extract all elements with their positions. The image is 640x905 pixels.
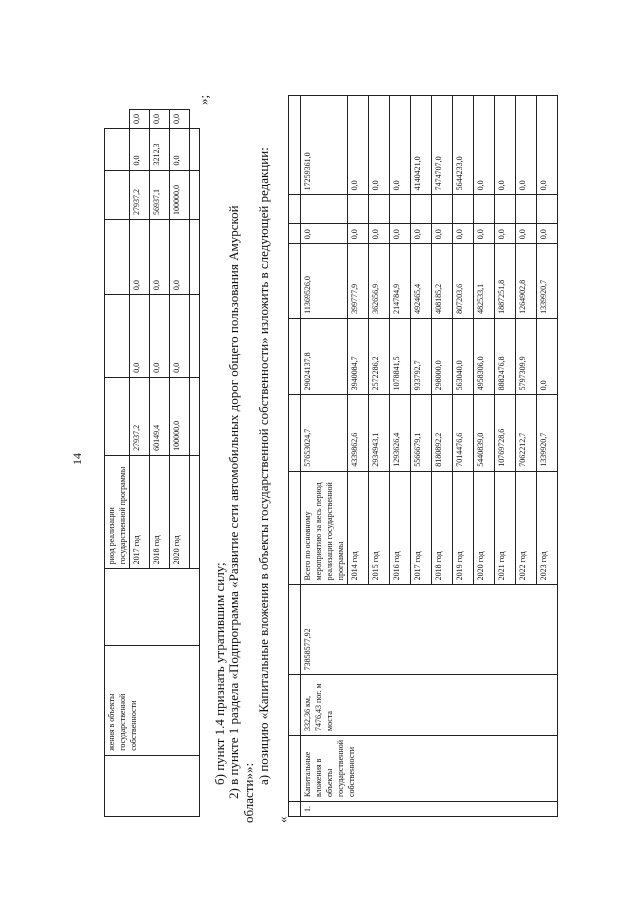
table-row: 2014 год 4339862,6 3940084,7 399777,9 0,0 0,0 [348,96,369,817]
object-name-cell: жения в объекты государственной собственности [105,645,200,755]
page-number: 14 [70,453,84,465]
blank-cell [105,569,200,646]
table-row: 2015 год 2934943,1 2572286,2 362656,9 0,0 0,0 [369,96,390,817]
paragraph-2a: 2) в пункте 1 раздела «Подпрограмма «Развитие сети автомобильных дорог общего пользования Амурской [226,205,241,799]
opening-quote: « [275,816,290,823]
capital-investments-table [288,95,558,817]
blank-cell [105,377,130,455]
blank-cell [105,170,130,219]
table-row: 2021 год 10769728,6 8882476,8 1887251,8 0,0 0,0 [495,96,516,817]
table-row: 2017 год 27937,2 0,0 0,0 27937,2 0,0 0,0 [130,110,150,817]
paragraph-2b: области»»: [241,762,256,823]
table-row: 2018 год 60149,4 0,0 0,0 56937,1 3212,3 0,0 [150,110,170,817]
blank-cell [105,755,200,816]
table-row: 1. Капитальные вложения в объекты государственной собственности 332,36 км, 7476,43 пог. м моста 73858577,92 Всего по основному мероприятию за весь период реализации государственной программы 57653024,7 29024137,8 11369526,0 0,0 17259361,0 [301,96,348,817]
table-row: 2016 год 1293626,4 1078841,5 214784,9 0,0 0,0 [390,96,411,817]
continued-table [104,109,200,817]
table-row: 2018 год 8180892,2 298000,0 408185,2 0,0 7474707,0 [432,96,453,817]
closing-quote: »; [196,94,211,105]
total-label-cell: Всего по основному мероприятию за весь период реализации государственной программы [301,471,348,585]
table-row: 2020 год 100000,0 0,0 0,0 100000,0 0,0 0,0 [170,110,190,817]
table-row: 2020 год 5440839,0 4958306,0 482533,1 0,0 0,0 [474,96,495,817]
table-row: 2019 год 7014476,6 563040,0 807203,6 0,0 5644233,0 [453,96,474,817]
table-row: 2017 год 5566679,1 933792,7 492465,4 0,0 4140421,0 [411,96,432,817]
paragraph-1: б) пункт 1.4 признать утратившим силу; [212,562,227,785]
capacity-cell: 332,36 км, 7476,43 пог. м моста [301,675,558,736]
table-row: 2022 год 7062212,7 5797309,9 1264902,8 0,0 0,0 [516,96,537,817]
paragraph-3: а) позицию «Капитальные вложения в объекты государственной собственности» изложить в следующей редакции: [256,147,271,785]
blank-cell [105,219,130,294]
estimate-cell: 73858577,92 [301,585,558,675]
blank-cell [105,295,130,378]
object-name-cell: Капитальные вложения в объекты государственной собственности [301,735,558,801]
row-number-cell: 1. [301,802,558,817]
blank-cell [105,129,130,171]
table-row: 2023 год 1339920,7 0,0 1339920,7 0,0 0,0 [537,96,558,817]
period-label-cell: риод реализации государственной программы [105,455,130,569]
